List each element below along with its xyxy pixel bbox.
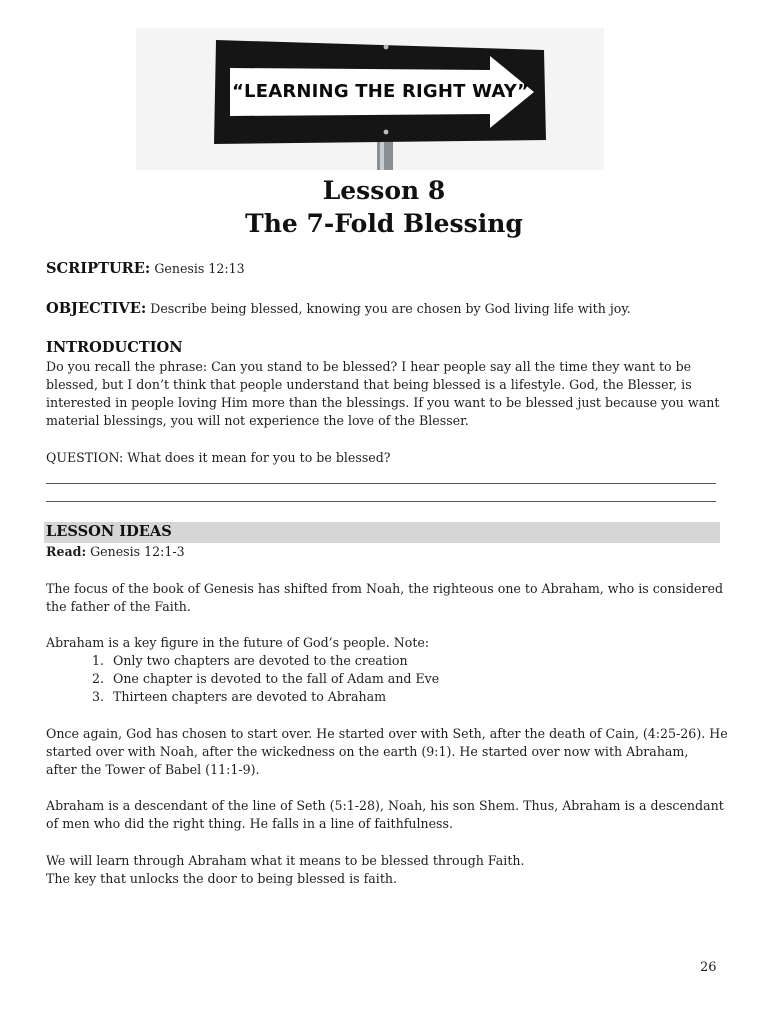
answer-line bbox=[46, 501, 716, 502]
answer-line bbox=[46, 483, 716, 484]
lesson-number-title: Lesson 8 bbox=[322, 176, 446, 205]
paragraph-line: Once again, God has chosen to start over. He started over with Seth, after the death of Cain, (4:25-26). He bbox=[46, 726, 728, 741]
introduction-heading: INTRODUCTION bbox=[46, 339, 183, 356]
paragraph-line: the father of the Faith. bbox=[46, 599, 191, 614]
list-number: 2. bbox=[91, 671, 104, 686]
sign-text: “LEARNING THE RIGHT WAY” bbox=[232, 81, 530, 102]
paragraph-line: The key that unlocks the door to being blessed is faith. bbox=[46, 871, 397, 886]
scripture-line bbox=[46, 260, 245, 278]
read-value: Genesis 12:1-3 bbox=[86, 544, 185, 559]
objective-value: Describe being blessed, knowing you are chosen by God living life with joy. bbox=[146, 301, 631, 316]
paragraph-line: Abraham is a descendant of the line of Seth (5:1-28), Noah, his son Shem. Thus, Abraham is a descendant bbox=[46, 798, 724, 813]
objective-label: OBJECTIVE: bbox=[46, 300, 147, 317]
intro-line: interested in people loving Him more than the blessings. If you want to be blessed just because you want bbox=[46, 395, 720, 410]
intro-line: blessed, but I don’t think that people understand that being blessed is a lifestyle. God, the Blesser, is bbox=[46, 377, 692, 392]
paragraph-line: after the Tower of Babel (11:1-9). bbox=[46, 762, 260, 777]
lesson-ideas-heading: LESSON IDEAS bbox=[46, 523, 172, 540]
scripture-label: SCRIPTURE: bbox=[46, 260, 151, 277]
list-number: 1. bbox=[91, 653, 104, 668]
list-item: Thirteen chapters are devoted to Abraham bbox=[113, 689, 387, 704]
read-line bbox=[46, 543, 185, 561]
intro-line: material blessings, you will not experience the love of the Blesser. bbox=[46, 413, 469, 428]
list-item: Only two chapters are devoted to the creation bbox=[113, 653, 408, 668]
list-item: One chapter is devoted to the fall of Adam and Eve bbox=[113, 671, 440, 686]
lesson-ideas-bar bbox=[44, 522, 720, 543]
paragraph-line: started over with Noah, after the wickedness on the earth (9:1). He started over now with Abraham, bbox=[46, 744, 689, 759]
objective-line bbox=[46, 300, 631, 318]
page-number: 26 bbox=[700, 960, 717, 975]
intro-line: Do you recall the phrase: Can you stand to be blessed? I hear people say all the time they want to be bbox=[46, 359, 692, 374]
scripture-value: Genesis 12:13 bbox=[150, 261, 245, 276]
question-text: QUESTION: What does it mean for you to be blessed? bbox=[46, 450, 391, 465]
read-label: Read: bbox=[46, 544, 87, 559]
paragraph-line: We will learn through Abraham what it means to be blessed through Faith. bbox=[46, 853, 525, 868]
list-number: 3. bbox=[91, 689, 104, 704]
paragraph-line: The focus of the book of Genesis has shifted from Noah, the righteous one to Abraham, who is considered bbox=[46, 581, 724, 596]
list-intro: Abraham is a key figure in the future of God’s people. Note: bbox=[46, 635, 430, 650]
paragraph-line: of men who did the right thing. He falls in a line of faithfulness. bbox=[46, 816, 453, 831]
lesson-title: The 7-Fold Blessing bbox=[245, 209, 523, 238]
